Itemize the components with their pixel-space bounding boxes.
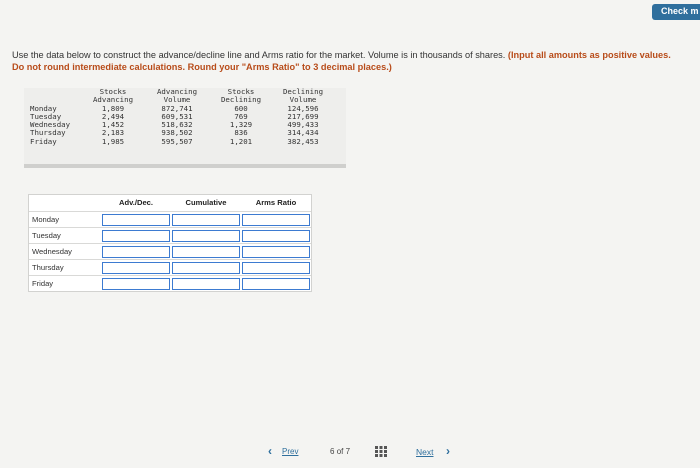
prev-chevron-icon[interactable]: ‹ <box>268 444 272 458</box>
adv-dec-input-thursday[interactable] <box>102 262 170 274</box>
arms-ratio-input-thursday[interactable] <box>242 262 310 274</box>
adv-dec-input-wednesday[interactable] <box>102 246 170 258</box>
table-row: Thursday 2,183 938,502 836 314,434 <box>30 128 319 138</box>
page-indicator: 6 of 7 <box>330 447 351 456</box>
answer-row-monday <box>29 211 311 228</box>
table-row: Wednesday 1,452 518,632 1,329 499,433 <box>30 120 319 130</box>
answer-row-wednesday <box>29 243 311 260</box>
header-advancing-volume: Advancing Volume <box>156 87 198 105</box>
table-row: Tuesday 2,494 609,531 769 217,699 <box>30 111 319 121</box>
stock-data-table <box>30 88 334 146</box>
answer-row-thursday <box>29 259 311 276</box>
check-my-work-button[interactable]: Check m <box>652 4 700 20</box>
arms-ratio-input-friday[interactable] <box>242 278 310 290</box>
header-stocks-advancing: Stocks Advancing <box>92 87 134 105</box>
row-label: Tuesday <box>32 231 61 240</box>
instructions-text: Use the data below to construct the advance/decline line and Arms ratio for the market. Volume is in thousands of shares. <box>12 50 506 60</box>
answer-table <box>28 194 312 292</box>
header-declining-volume: Declining Volume <box>282 87 324 105</box>
cumulative-input-thursday[interactable] <box>172 262 240 274</box>
row-label: Thursday <box>32 263 64 272</box>
row-label: Monday <box>32 215 60 224</box>
prev-button[interactable]: Prev <box>282 447 299 456</box>
next-button[interactable]: Next <box>416 447 434 457</box>
header-blank <box>30 88 82 105</box>
col-header-arms-ratio: Arms Ratio <box>255 198 297 207</box>
next-chevron-icon[interactable]: › <box>446 444 450 458</box>
col-header-cumulative: Cumulative <box>185 198 227 207</box>
instructions <box>12 50 682 73</box>
header-stocks-declining: Stocks Declining <box>220 87 262 105</box>
arms-ratio-input-wednesday[interactable] <box>242 246 310 258</box>
col-header-adv-dec: Adv./Dec. <box>118 198 154 207</box>
answer-row-friday <box>29 275 311 292</box>
adv-dec-input-tuesday[interactable] <box>102 230 170 242</box>
cumulative-input-friday[interactable] <box>172 278 240 290</box>
instructions-highlight: (Input all amounts as positive values. Do not round intermediate calculations. Round your "Arms Ratio" to 3 decimal places.) <box>12 50 671 72</box>
answer-row-tuesday <box>29 227 311 244</box>
table-row: Monday 1,809 872,741 600 124,596 <box>30 103 319 113</box>
arms-ratio-input-monday[interactable] <box>242 214 310 226</box>
cumulative-input-tuesday[interactable] <box>172 230 240 242</box>
adv-dec-input-friday[interactable] <box>102 278 170 290</box>
question-grid-icon[interactable] <box>375 446 387 457</box>
table-divider <box>24 164 346 168</box>
row-label: Friday <box>32 279 54 288</box>
adv-dec-input-monday[interactable] <box>102 214 170 226</box>
row-label: Wednesday <box>32 247 72 256</box>
data-table-panel <box>24 88 346 168</box>
arms-ratio-input-tuesday[interactable] <box>242 230 310 242</box>
cumulative-input-wednesday[interactable] <box>172 246 240 258</box>
cumulative-input-monday[interactable] <box>172 214 240 226</box>
table-row: Friday 1,985 595,507 1,201 382,453 <box>30 136 319 146</box>
